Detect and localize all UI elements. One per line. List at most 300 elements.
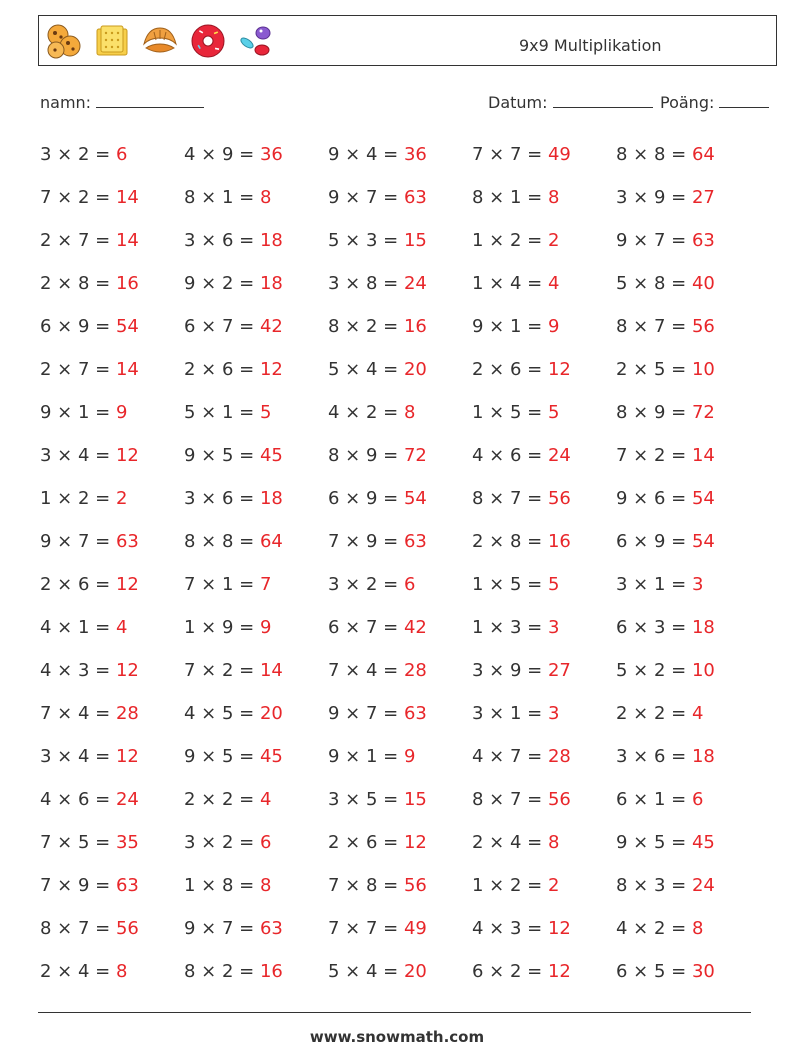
problem-answer: 72 (691, 402, 715, 423)
problem-cell (40, 183, 184, 226)
cracker-icon (92, 22, 132, 60)
problem-question: 7 × 9 = (328, 531, 404, 552)
candy-icon (236, 22, 276, 60)
donut-icon (188, 22, 228, 60)
problem-answer: 5 (547, 574, 560, 595)
problem-row (40, 871, 760, 914)
problem-answer: 63 (403, 703, 427, 724)
problem-answer: 16 (115, 273, 139, 294)
problem-answer: 9 (115, 402, 128, 423)
problem-cell (328, 957, 472, 1000)
problem-answer: 27 (547, 660, 571, 681)
problem-answer: 45 (691, 832, 715, 853)
problem-answer: 12 (115, 746, 139, 767)
problem-cell (472, 484, 616, 527)
problem-question: 6 × 1 = (616, 789, 692, 810)
problem-question: 7 × 9 = (40, 875, 116, 896)
score-line[interactable] (719, 93, 769, 108)
problem-cell (328, 484, 472, 527)
problem-question: 5 × 1 = (184, 402, 260, 423)
problem-question: 2 × 7 = (40, 359, 116, 380)
problem-cell (472, 914, 616, 957)
problem-cell (184, 484, 328, 527)
problem-answer: 28 (547, 746, 571, 767)
problem-question: 9 × 7 = (328, 703, 404, 724)
problem-answer: 54 (115, 316, 139, 337)
problem-row (40, 914, 760, 957)
footer-url: www.snowmath.com (309, 1028, 485, 1046)
problem-cell (40, 398, 184, 441)
problem-question: 8 × 3 = (616, 875, 692, 896)
problem-cell (40, 441, 184, 484)
problem-question: 8 × 9 = (328, 445, 404, 466)
problem-question: 2 × 2 = (184, 789, 260, 810)
problem-question: 4 × 2 = (616, 918, 692, 939)
problem-cell (472, 398, 616, 441)
problem-cell (616, 699, 760, 742)
problem-answer: 63 (403, 531, 427, 552)
date-field (488, 93, 653, 112)
problem-question: 7 × 5 = (40, 832, 116, 853)
problem-question: 9 × 2 = (184, 273, 260, 294)
problem-answer: 6 (691, 789, 704, 810)
problem-question: 1 × 5 = (472, 402, 548, 423)
problem-cell (472, 871, 616, 914)
problem-cell (472, 269, 616, 312)
problem-question: 9 × 1 = (328, 746, 404, 767)
problem-cell (616, 398, 760, 441)
problem-question: 8 × 8 = (184, 531, 260, 552)
problem-cell (328, 613, 472, 656)
date-line[interactable] (553, 93, 653, 108)
problem-question: 8 × 9 = (616, 402, 692, 423)
problem-row (40, 828, 760, 871)
problem-answer: 4 (547, 273, 560, 294)
problem-question: 8 × 7 = (472, 789, 548, 810)
problem-cell (472, 441, 616, 484)
score-field (660, 93, 769, 112)
problem-question: 7 × 4 = (328, 660, 404, 681)
problem-cell (328, 398, 472, 441)
problem-answer: 15 (403, 230, 427, 251)
problem-cell (616, 957, 760, 1000)
problem-question: 3 × 2 = (40, 144, 116, 165)
problem-answer: 12 (259, 359, 283, 380)
problem-cell (40, 226, 184, 269)
problem-answer: 18 (691, 617, 715, 638)
problem-cell (184, 914, 328, 957)
problem-answer: 63 (403, 187, 427, 208)
problem-cell (472, 183, 616, 226)
problem-answer: 14 (115, 230, 139, 251)
problem-answer: 72 (403, 445, 427, 466)
problem-answer: 2 (547, 875, 560, 896)
problem-answer: 24 (115, 789, 139, 810)
problem-row (40, 957, 760, 1000)
worksheet-title: 9x9 Multiplikation (519, 36, 662, 55)
problem-question: 3 × 9 = (472, 660, 548, 681)
problem-answer: 24 (547, 445, 571, 466)
problem-answer: 12 (547, 961, 571, 982)
problem-question: 2 × 7 = (40, 230, 116, 251)
problem-answer: 12 (547, 359, 571, 380)
problem-cell (328, 355, 472, 398)
problem-row (40, 441, 760, 484)
problem-question: 5 × 3 = (328, 230, 404, 251)
problem-row (40, 312, 760, 355)
problem-cell (616, 312, 760, 355)
problem-cell (472, 742, 616, 785)
problem-cell (616, 613, 760, 656)
problem-question: 1 × 2 = (40, 488, 116, 509)
problem-row (40, 398, 760, 441)
problem-answer: 18 (691, 746, 715, 767)
problem-cell (328, 269, 472, 312)
problem-answer: 3 (691, 574, 704, 595)
problem-question: 6 × 9 = (328, 488, 404, 509)
problem-answer: 9 (547, 316, 560, 337)
problem-answer: 27 (691, 187, 715, 208)
problem-cell (184, 183, 328, 226)
problem-cell (616, 484, 760, 527)
name-line[interactable] (96, 93, 204, 108)
problem-cell (616, 183, 760, 226)
problem-question: 1 × 5 = (472, 574, 548, 595)
problem-answer: 30 (691, 961, 715, 982)
problem-question: 3 × 6 = (184, 230, 260, 251)
problem-question: 8 × 1 = (184, 187, 260, 208)
problem-cell (40, 957, 184, 1000)
problem-question: 7 × 4 = (40, 703, 116, 724)
problem-answer: 56 (115, 918, 139, 939)
problem-answer: 36 (403, 144, 427, 165)
problem-question: 8 × 2 = (184, 961, 260, 982)
problem-answer: 8 (115, 961, 128, 982)
problem-cell (184, 613, 328, 656)
problem-cell (472, 656, 616, 699)
problem-cell (472, 613, 616, 656)
problem-question: 4 × 3 = (40, 660, 116, 681)
problem-cell (40, 742, 184, 785)
problem-answer: 42 (403, 617, 427, 638)
problem-row (40, 527, 760, 570)
problem-cell (184, 355, 328, 398)
problem-question: 6 × 2 = (472, 961, 548, 982)
problem-answer: 64 (259, 531, 283, 552)
problem-question: 1 × 3 = (472, 617, 548, 638)
problem-answer: 14 (259, 660, 283, 681)
problem-question: 9 × 7 = (40, 531, 116, 552)
problem-answer: 8 (259, 875, 272, 896)
problem-question: 5 × 8 = (616, 273, 692, 294)
problem-question: 8 × 7 = (616, 316, 692, 337)
problem-question: 4 × 6 = (40, 789, 116, 810)
problem-question: 3 × 8 = (328, 273, 404, 294)
problem-grid (40, 140, 760, 1000)
problem-answer: 10 (691, 359, 715, 380)
problem-question: 9 × 6 = (616, 488, 692, 509)
problem-answer: 49 (403, 918, 427, 939)
problem-question: 8 × 7 = (472, 488, 548, 509)
problem-cell (616, 570, 760, 613)
problem-answer: 40 (691, 273, 715, 294)
problem-question: 8 × 1 = (472, 187, 548, 208)
problem-answer: 63 (115, 531, 139, 552)
problem-cell (616, 527, 760, 570)
problem-cell (328, 699, 472, 742)
problem-answer: 45 (259, 445, 283, 466)
problem-cell (616, 355, 760, 398)
problem-cell (40, 527, 184, 570)
problem-cell (184, 226, 328, 269)
problem-cell (472, 957, 616, 1000)
problem-answer: 12 (547, 918, 571, 939)
problem-question: 9 × 7 = (616, 230, 692, 251)
problem-cell (40, 914, 184, 957)
problem-question: 4 × 3 = (472, 918, 548, 939)
problem-answer: 63 (259, 918, 283, 939)
problem-answer: 24 (403, 273, 427, 294)
problem-answer: 2 (547, 230, 560, 251)
problem-question: 6 × 9 = (616, 531, 692, 552)
problem-question: 3 × 2 = (184, 832, 260, 853)
problem-question: 2 × 8 = (40, 273, 116, 294)
problem-cell (184, 656, 328, 699)
problem-cell (616, 140, 760, 183)
problem-answer: 16 (403, 316, 427, 337)
problem-answer: 20 (259, 703, 283, 724)
problem-answer: 5 (259, 402, 272, 423)
problem-question: 2 × 5 = (616, 359, 692, 380)
problem-cell (328, 183, 472, 226)
problem-question: 4 × 2 = (328, 402, 404, 423)
problem-cell (472, 527, 616, 570)
problem-cell (616, 269, 760, 312)
problem-question: 3 × 1 = (472, 703, 548, 724)
problem-question: 3 × 4 = (40, 445, 116, 466)
problem-answer: 56 (691, 316, 715, 337)
problem-question: 4 × 6 = (472, 445, 548, 466)
problem-answer: 8 (403, 402, 416, 423)
problem-row (40, 742, 760, 785)
problem-question: 4 × 5 = (184, 703, 260, 724)
problem-answer: 54 (691, 531, 715, 552)
problem-answer: 36 (259, 144, 283, 165)
problem-answer: 8 (547, 832, 560, 853)
problem-answer: 28 (115, 703, 139, 724)
problem-answer: 4 (259, 789, 272, 810)
problem-answer: 56 (547, 789, 571, 810)
problem-cell (184, 742, 328, 785)
problem-answer: 56 (403, 875, 427, 896)
problem-cell (40, 699, 184, 742)
problem-cell (184, 570, 328, 613)
problem-row (40, 785, 760, 828)
problem-question: 9 × 4 = (328, 144, 404, 165)
problem-question: 2 × 6 = (328, 832, 404, 853)
problem-cell (40, 140, 184, 183)
problem-question: 7 × 7 = (472, 144, 548, 165)
problem-answer: 2 (115, 488, 128, 509)
problem-cell (184, 871, 328, 914)
cookies-icon (44, 22, 84, 60)
problem-answer: 8 (259, 187, 272, 208)
problem-question: 6 × 5 = (616, 961, 692, 982)
name-field (40, 93, 204, 112)
problem-question: 2 × 6 = (40, 574, 116, 595)
problem-answer: 8 (547, 187, 560, 208)
problem-row (40, 183, 760, 226)
header-box (38, 15, 777, 66)
problem-question: 8 × 2 = (328, 316, 404, 337)
problem-question: 1 × 2 = (472, 875, 548, 896)
problem-cell (184, 527, 328, 570)
problem-row (40, 226, 760, 269)
problem-cell (40, 484, 184, 527)
problem-question: 4 × 9 = (184, 144, 260, 165)
problem-cell (184, 398, 328, 441)
problem-answer: 12 (115, 445, 139, 466)
problem-answer: 5 (547, 402, 560, 423)
problem-cell (616, 871, 760, 914)
problem-answer: 16 (259, 961, 283, 982)
problem-answer: 20 (403, 359, 427, 380)
problem-cell (472, 828, 616, 871)
problem-question: 6 × 3 = (616, 617, 692, 638)
problem-answer: 10 (691, 660, 715, 681)
problem-row (40, 269, 760, 312)
problem-question: 2 × 2 = (616, 703, 692, 724)
problem-cell (616, 742, 760, 785)
problem-question: 8 × 7 = (40, 918, 116, 939)
problem-cell (40, 785, 184, 828)
problem-answer: 14 (115, 187, 139, 208)
problem-cell (328, 226, 472, 269)
problem-question: 2 × 4 = (472, 832, 548, 853)
problem-cell (328, 785, 472, 828)
problem-question: 9 × 5 = (184, 445, 260, 466)
problem-cell (184, 312, 328, 355)
problem-cell (616, 828, 760, 871)
problem-cell (184, 441, 328, 484)
problem-question: 7 × 7 = (328, 918, 404, 939)
problem-cell (184, 699, 328, 742)
problem-cell (184, 269, 328, 312)
problem-question: 2 × 4 = (40, 961, 116, 982)
problem-cell (184, 957, 328, 1000)
problem-cell (40, 613, 184, 656)
problem-cell (328, 871, 472, 914)
problem-cell (328, 441, 472, 484)
problem-question: 7 × 2 = (184, 660, 260, 681)
problem-cell (328, 570, 472, 613)
problem-question: 8 × 8 = (616, 144, 692, 165)
problem-cell (616, 914, 760, 957)
problem-cell (40, 871, 184, 914)
problem-cell (616, 441, 760, 484)
problem-answer: 45 (259, 746, 283, 767)
name-label: namn: (40, 93, 92, 112)
problem-row (40, 613, 760, 656)
problem-answer: 7 (259, 574, 272, 595)
problem-answer: 6 (403, 574, 416, 595)
problem-question: 6 × 9 = (40, 316, 116, 337)
problem-question: 9 × 1 = (472, 316, 548, 337)
problem-answer: 12 (115, 660, 139, 681)
problem-cell (40, 269, 184, 312)
problem-cell (328, 527, 472, 570)
problem-answer: 18 (259, 230, 283, 251)
problem-question: 9 × 1 = (40, 402, 116, 423)
problem-question: 1 × 8 = (184, 875, 260, 896)
problem-cell (184, 140, 328, 183)
problem-question: 4 × 7 = (472, 746, 548, 767)
problem-cell (472, 785, 616, 828)
problem-cell (40, 656, 184, 699)
problem-answer: 9 (259, 617, 272, 638)
problem-answer: 49 (547, 144, 571, 165)
problem-cell (472, 355, 616, 398)
problem-cell (616, 785, 760, 828)
problem-cell (328, 828, 472, 871)
problem-row (40, 656, 760, 699)
problem-cell (328, 914, 472, 957)
problem-row (40, 355, 760, 398)
problem-question: 3 × 9 = (616, 187, 692, 208)
problem-row (40, 570, 760, 613)
problem-question: 9 × 7 = (184, 918, 260, 939)
problem-question: 1 × 9 = (184, 617, 260, 638)
score-label: Poäng: (660, 93, 715, 112)
problem-answer: 54 (403, 488, 427, 509)
problem-question: 9 × 5 = (616, 832, 692, 853)
problem-cell (184, 828, 328, 871)
problem-question: 2 × 8 = (472, 531, 548, 552)
problem-question: 7 × 2 = (40, 187, 116, 208)
problem-question: 4 × 1 = (40, 617, 116, 638)
problem-answer: 3 (547, 617, 560, 638)
problem-question: 3 × 4 = (40, 746, 116, 767)
problem-answer: 12 (115, 574, 139, 595)
problem-question: 1 × 2 = (472, 230, 548, 251)
problem-question: 6 × 7 = (328, 617, 404, 638)
croissant-icon (140, 22, 180, 60)
problem-question: 7 × 8 = (328, 875, 404, 896)
problem-answer: 4 (691, 703, 704, 724)
problem-answer: 4 (115, 617, 128, 638)
problem-row (40, 484, 760, 527)
problem-row (40, 699, 760, 742)
problem-question: 3 × 1 = (616, 574, 692, 595)
problem-answer: 14 (115, 359, 139, 380)
problem-cell (40, 312, 184, 355)
problem-cell (328, 742, 472, 785)
problem-answer: 20 (403, 961, 427, 982)
problem-question: 5 × 2 = (616, 660, 692, 681)
problem-question: 9 × 5 = (184, 746, 260, 767)
problem-cell (472, 226, 616, 269)
footer-rule (38, 1012, 751, 1013)
problem-cell (40, 570, 184, 613)
problem-answer: 8 (691, 918, 704, 939)
problem-question: 6 × 7 = (184, 316, 260, 337)
date-label: Datum: (488, 93, 548, 112)
problem-answer: 12 (403, 832, 427, 853)
problem-answer: 18 (259, 273, 283, 294)
problem-answer: 63 (115, 875, 139, 896)
problem-cell (472, 570, 616, 613)
problem-answer: 24 (691, 875, 715, 896)
